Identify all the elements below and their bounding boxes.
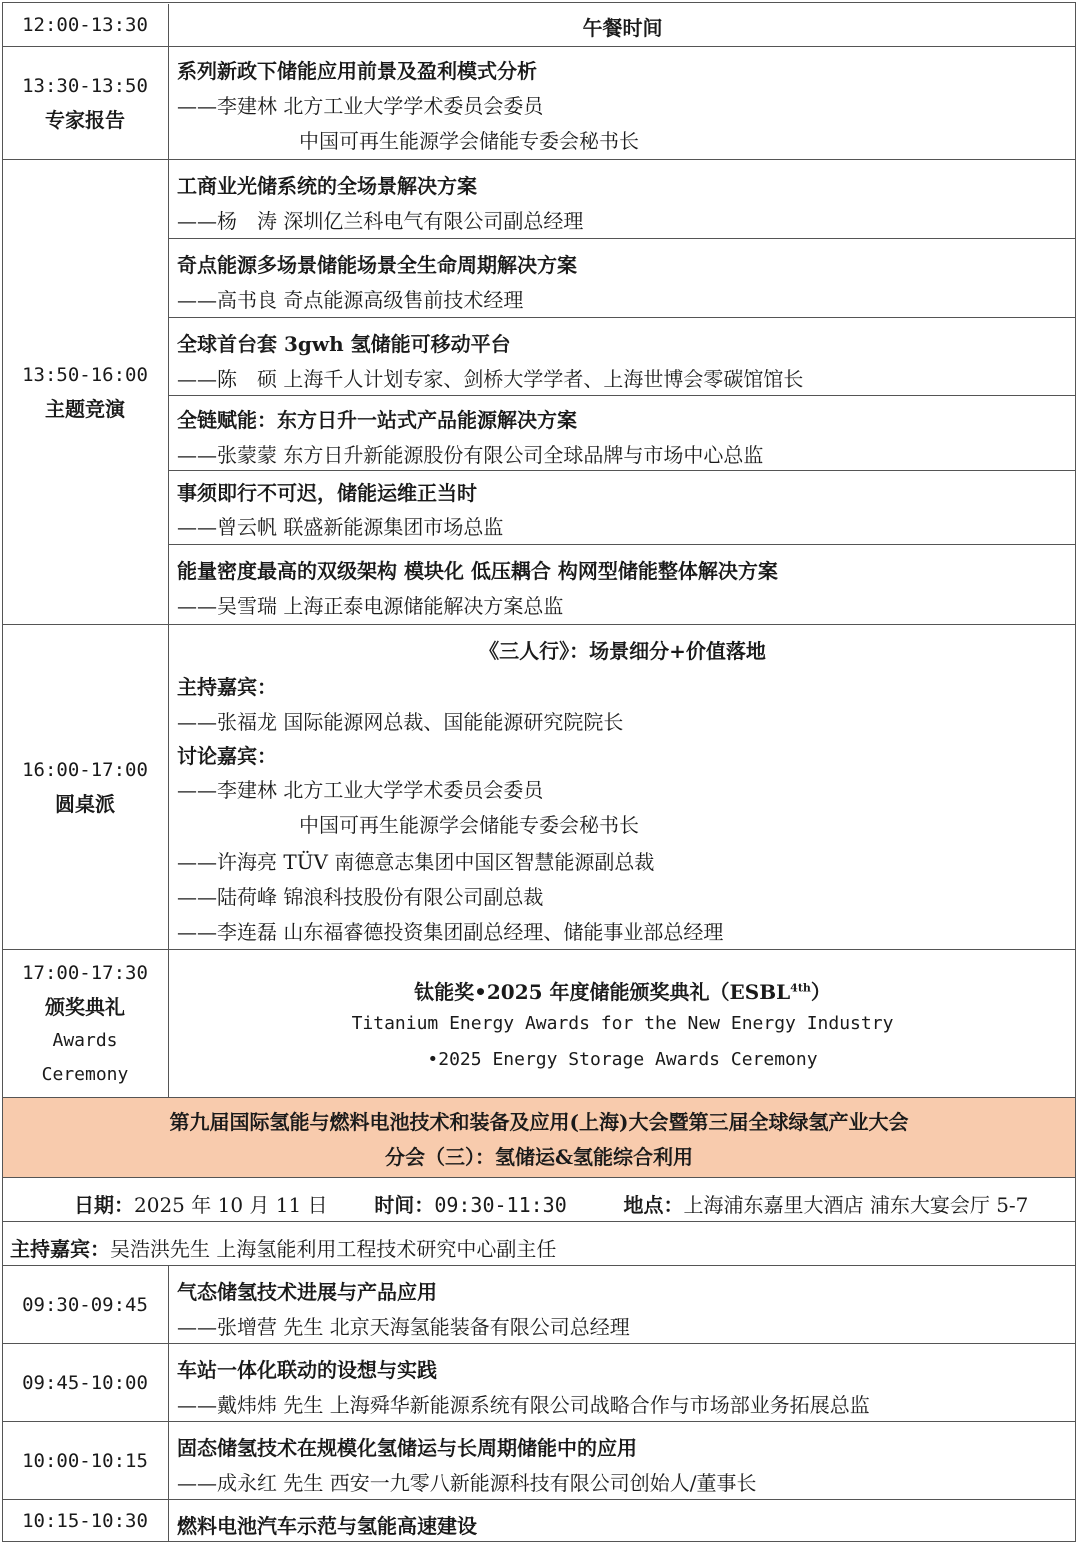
time-cell [2,1500,169,1542]
talk-title: 工商业光储系统的全场景解决方案 [177,174,477,198]
session-type: 专家报告 [45,108,125,132]
awards-title [169,976,1076,1005]
session-cell [169,1266,1076,1343]
talk-title: 奇点能源多场景储能场景全生命周期解决方案 [177,253,577,277]
speaker-line: ——陈 硕 上海千人计划专家、剑桥大学学者、上海世博会零碳馆馆长 [177,367,804,391]
expert-row [2,46,1076,159]
speaker-line-2: 中国可再生能源学会储能专委会秘书长 [299,129,639,153]
host-value: 吴浩洪先生 上海氢能利用工程技术研究中心副主任 [110,1237,557,1261]
date-label: 日期： [74,1193,134,1217]
session-type-en: Ceremony [41,1063,129,1085]
talk-title: 燃料电池汽车示范与氢能高速建设 [177,1514,477,1538]
time-text: 09:30-09:45 [22,1293,148,1316]
place-label: 地点： [623,1193,684,1217]
time-cell [2,625,169,949]
session-row [2,1499,1076,1542]
session-type: 颁奖典礼 [45,994,125,1019]
session-row [2,1343,1076,1421]
session-row [2,1421,1076,1499]
session-cell [169,1344,1076,1421]
awards-row [2,949,1076,1097]
time-cell [2,1422,169,1499]
session-cell [169,1422,1076,1499]
lunch-cell [169,4,1076,46]
talk-title: 能量密度最高的双级架构 模块化 低压耦合 构网型储能整体解决方案 [177,559,778,583]
forum-info [74,1189,1028,1218]
forum-host [10,1233,556,1262]
awards-title-text: 钛能奖•2025 年度储能颁奖典礼（ESBL [414,980,791,1004]
host-label: 主持嘉宾： [177,675,277,699]
guest-line-2: 中国可再生能源学会储能专委会秘书长 [299,813,639,837]
awards-title-sup: 4th [790,981,811,995]
guest-line: ——李连磊 山东福睿德投资集团副总经理、储能事业部总经理 [177,920,724,944]
guest-line: ——许海亮 TÜV 南德意志集团中国区智慧能源副总裁 [177,850,655,874]
session-type: 主题竞演 [45,397,125,421]
speaker-line: ——曾云帆 联盛新能源集团市场总监 [177,515,504,539]
time-value: 09:30-11:30 [434,1193,567,1217]
speaker-line: ——高书良 奇点能源高级售前技术经理 [177,288,524,312]
session-cell [169,1500,1076,1542]
forum-heading-row [2,1097,1076,1177]
talk-item [169,317,1076,395]
panel-row [2,624,1076,949]
talk-title: 系列新政下储能应用前景及盈利模式分析 [177,59,537,83]
time-text: 17:00-17:30 [22,961,148,984]
talk-title: 车站一体化联动的设想与实践 [177,1358,437,1382]
talk-title: 气态储氢技术进展与产品应用 [177,1280,437,1304]
time-label: 时间： [374,1193,435,1217]
time-cell [2,4,169,46]
speaker-line: ——李建林 北方工业大学学术委员会委员 [177,94,544,118]
time-text: 10:00-10:15 [22,1449,148,1472]
expert-cell [169,47,1076,159]
date-value: 2025 年 10 月 11 日 [134,1193,328,1217]
time-text: 09:45-10:00 [22,1371,148,1394]
lunch-row [2,4,1076,46]
awards-en-line: •2025 Energy Storage Awards Ceremony [427,1049,818,1070]
lunch-label: 午餐时间 [582,16,663,40]
talk-item [169,544,1076,625]
panel-title: 《三人行》：场景细分+价值落地 [479,639,766,663]
time-cell [2,1344,169,1421]
session-row [2,1265,1076,1343]
host-label: 主持嘉宾： [10,1237,110,1261]
time-cell [2,1266,169,1343]
speaker-line: ——张增营 先生 北京天海氢能装备有限公司总经理 [177,1315,630,1339]
forum-info-row [2,1177,1076,1221]
keynote-row [2,159,1076,624]
awards-title-end: ） [810,980,831,1004]
talk-title: 事须即行不可迟，储能运维正当时 [177,481,477,505]
host-line: ——张福龙 国际能源网总裁、国能能源研究院院长 [177,710,624,734]
guest-line: ——陆荷峰 锦浪科技股份有限公司副总裁 [177,885,544,909]
session-type: 圆桌派 [55,792,115,816]
time-text: 13:30-13:50 [22,75,148,97]
time-cell [2,160,169,624]
awards-cell [169,950,1076,1097]
time-text: 10:15-10:30 [22,1510,148,1532]
talk-title: 固态储氢技术在规模化氢储运与长周期储能中的应用 [177,1436,637,1460]
talk-item [169,470,1076,544]
speaker-line: ——戴炜炜 先生 上海舜华新能源系统有限公司战略合作与市场部业务拓展总监 [177,1393,870,1417]
time-cell [2,47,169,159]
place-value: 上海浦东嘉里大酒店 浦东大宴会厅 5-7 [683,1193,1029,1217]
keynote-cell [169,160,1076,624]
guest-line: ——李建林 北方工业大学学术委员会委员 [177,778,544,802]
time-text: 13:50-16:00 [22,364,148,386]
forum-host-row [2,1221,1076,1265]
time-cell [2,950,169,1097]
panel-cell [169,625,1076,949]
speaker-line: ——成永红 先生 西安一九零八新能源科技有限公司创始人/董事长 [177,1471,757,1495]
speaker-line: ——杨 涛 深圳亿兰科电气有限公司副总经理 [177,209,584,233]
talk-item [169,238,1076,317]
talk-item [169,395,1076,470]
guests-label: 讨论嘉宾： [177,744,277,768]
speaker-line: ——吴雪瑞 上海正泰电源储能解决方案总监 [177,594,564,618]
awards-en-line: Titanium Energy Awards for the New Energy Industry [351,1013,894,1034]
speaker-line: ——张蒙蒙 东方日升新能源股份有限公司全球品牌与市场中心总监 [177,443,764,467]
forum-subheading: 分会（三）：氢储运&氢能综合利用 [384,1145,694,1169]
talk-title: 全球首台套 3gwh 氢储能可移动平台 [177,332,511,356]
talk-item [169,160,1076,238]
session-type-en: Awards [52,1029,118,1051]
forum-heading: 第九届国际氢能与燃料电池技术和装备及应用(上海)大会暨第三届全球绿氢产业大会 [169,1110,909,1134]
time-text: 12:00-13:30 [22,14,148,36]
time-text: 16:00-17:00 [22,759,148,781]
talk-title: 全链赋能：东方日升一站式产品能源解决方案 [177,408,577,432]
